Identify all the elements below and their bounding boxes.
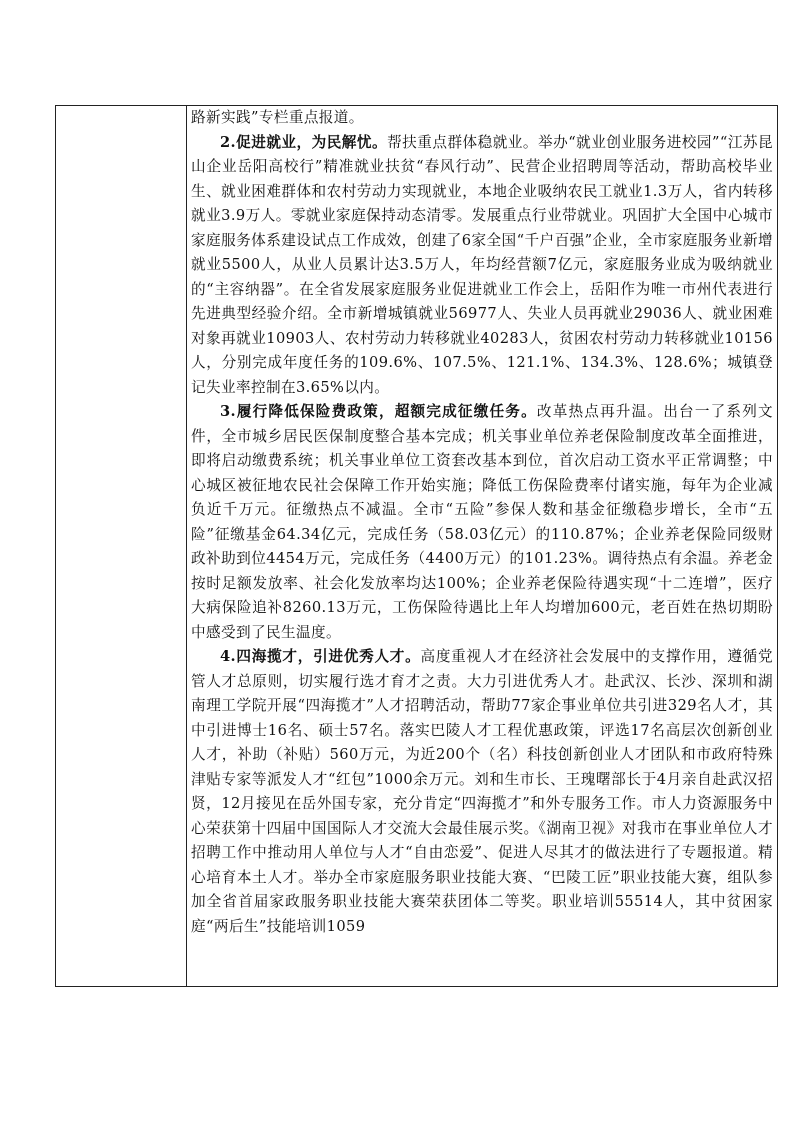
paragraph-heading: 2.促进就业，为民解忧。 bbox=[220, 133, 388, 151]
paragraph-text: 改革热点再升温。出台一了系列文件，全市城乡居民医保制度整合基本完成；机关事业单位养老保险制度改革全面推进，即将启动缴费系统；机关事业单位工资套改基本到位，首次启动工资水平正常调整；中心城区被征地农民社会保障工作开始实施；降低工伤保险费率付诸实施，每年为企业减负近千万元。征缴热点不减温。全市“五险”参保人数和基金征缴稳步增长，全市“五险”征缴基金64.34亿元，完成任务（58.03亿元）的110.87%；企业养老保险同级财政补助到位4454万元，完成任务（4400万元）的101.23%。调待热点有余温。养老金按时足额发放率、社会化发放率均达100%；企业养老保险待遇实现“十二连增”，医疗大病保险追补8260.13万元，工伤保险待遇比上年人均增加600元，老百姓在热切期盼中感受到了民生温度。 bbox=[191, 403, 773, 641]
paragraph-continuation bbox=[191, 106, 773, 131]
paragraph-text: 路新实践”专栏重点报道。 bbox=[191, 109, 364, 126]
paragraph-talent bbox=[191, 645, 773, 939]
paragraph-text: 高度重视人才在经济社会发展中的支撑作用，遵循党管人才总原则，切实履行选才育才之责。大力引进优秀人才。赴武汉、长沙、深圳和湖南理工学院开展“四海揽才”人才招聘活动，帮助77家企事业单位共引进329名人才，其中引进博士16名、硕士57名。落实巴陵人才工程优惠政策，评选17名高层次创新创业人才，补助（补贴）560万元，为近200个（名）科技创新创业人才团队和市政府特殊津贴专家等派发人才“红包”1000余万元。刘和生市长、王瑰曙部长于4月亲自赴武汉招贤，12月接见在岳外国专家，充分肯定“四海揽才”和外专服务工作。市人力资源服务中心荣获第十四届中国国际人才交流大会最佳展示奖。《湖南卫视》对我市在事业单位人才招聘工作中推动用人单位与人才“自由恋爱”、促进人尽其才的做法进行了专题报道。精心培育本土人才。举办全市家庭服务职业技能大赛、“巴陵工匠”职业技能大赛，组队参加全省首届家政服务职业技能大赛荣获团体二等奖。职业培训55514人，其中贫困家庭“两后生”技能培训1059 bbox=[191, 648, 773, 935]
report-table bbox=[55, 105, 778, 987]
table-label-column bbox=[56, 106, 187, 986]
paragraph-employment bbox=[191, 131, 773, 401]
paragraph-heading: 4.四海揽才，引进优秀人才。 bbox=[220, 648, 421, 665]
paragraph-heading: 3.履行降低保险费政策，超额完成征缴任务。 bbox=[220, 403, 537, 420]
paragraph-insurance bbox=[191, 400, 773, 645]
paragraph-text: 帮扶重点群体稳就业。举办“就业创业服务进校园”“江苏昆山企业岳阳高校行”精准就业扶贫“春风行动”、民营企业招聘周等活动，帮助高校毕业生、就业困难群体和农村劳动力实现就业，本地企业吸纳农民工就业1.3万人，省内转移就业3.9万人。零就业家庭保持动态清零。发展重点行业带就业。巩固扩大全国中心城市家庭服务体系建设试点工作成效，创建了6家全国“千户百强”企业，全市家庭服务业新增就业5500人，从业人员累计达3.5万人，年均经营额7亿元，家庭服务业成为吸纳就业的“主容纳器”。在全省发展家庭服务业促进就业工作会上，岳阳作为唯一市州代表进行先进典型经验介绍。全市新增城镇就业56977人、失业人员再就业29036人、就业困难对象再就业10903人、农村劳动力转移就业40283人，贫困农村劳动力转移就业10156人，分别完成年度任务的109.6%、107.5%、121.1%、134.3%、128.6%；城镇登记失业率控制在3.65%以内。 bbox=[191, 133, 773, 396]
table-content-cell bbox=[188, 106, 777, 986]
